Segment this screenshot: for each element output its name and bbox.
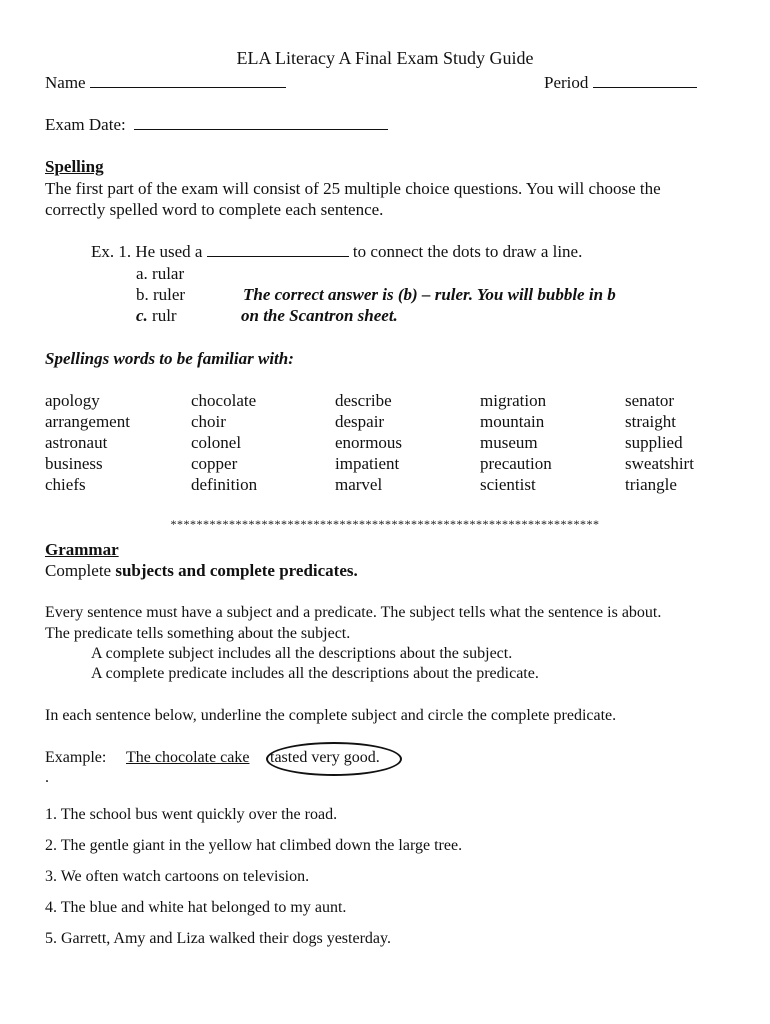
period-field (544, 72, 697, 93)
option-word: rular (152, 264, 185, 283)
spelling-word: astronaut (45, 433, 108, 452)
spelling-word: mountain (480, 412, 545, 431)
spelling-word: definition (191, 475, 258, 494)
predicate-circle (266, 742, 402, 776)
example-suffix: to connect the dots to draw a line. (352, 242, 583, 261)
grammar-sentence-3: 3. We often watch cartoons on television. (45, 868, 310, 885)
spelling-word-column-3 (335, 390, 402, 495)
spelling-word: sweatshirt (625, 454, 694, 473)
spelling-word: describe (335, 391, 392, 410)
grammar-example-label: Example: (45, 749, 107, 766)
section-divider: ****************************************************************** (170, 517, 600, 531)
option-word: rulr (152, 306, 177, 325)
spelling-word: scientist (480, 475, 536, 494)
spelling-word: precaution (480, 454, 552, 473)
grammar-example-subject: The chocolate cake (126, 749, 250, 766)
spelling-intro-line-2: correctly spelled word to complete each sentence. (45, 200, 384, 219)
example-prefix: Ex. 1. He used a (91, 242, 203, 261)
spelling-word: triangle (625, 475, 677, 494)
option-letter: b. (136, 285, 149, 304)
option-word: ruler (153, 285, 186, 304)
period-blank (593, 72, 697, 88)
spelling-word-column-1 (45, 390, 130, 495)
example-answer-line-2: on the Scantron sheet. (241, 306, 398, 325)
spelling-word: apology (45, 391, 100, 410)
grammar-paragraph-line-3: A complete subject includes all the descriptions about the subject. (91, 645, 513, 662)
spelling-word: marvel (335, 475, 383, 494)
example-answer-line-1: The correct answer is (b) – ruler. You will bubble in b (243, 285, 616, 304)
grammar-instructions: In each sentence below, underline the complete subject and circle the complete predicate. (45, 707, 617, 724)
spelling-word: choir (191, 412, 226, 431)
spelling-words-heading: Spellings words to be familiar with: (45, 349, 294, 368)
example-option-c (136, 305, 177, 326)
example-option-a (136, 263, 184, 284)
spelling-word-column-2 (191, 390, 257, 495)
spelling-word: migration (480, 391, 547, 410)
spelling-word: chiefs (45, 475, 86, 494)
grammar-paragraph-line-4: A complete predicate includes all the descriptions about the predicate. (91, 665, 539, 682)
spelling-word: chocolate (191, 391, 257, 410)
grammar-heading: Grammar (45, 540, 119, 559)
exam-date-blank (134, 114, 388, 130)
option-letter: a. (136, 264, 148, 283)
spelling-example-question (91, 241, 582, 262)
spelling-intro-line-1: The first part of the exam will consist of 25 multiple choice questions. You will choose the (45, 179, 661, 198)
grammar-subheading-bold: subjects and complete predicates. (115, 561, 358, 580)
stray-mark: . (45, 769, 49, 786)
spelling-word: enormous (335, 433, 403, 452)
example-option-b (136, 284, 185, 305)
name-label: Name (45, 73, 86, 92)
spelling-word: copper (191, 454, 238, 473)
grammar-example-predicate: tasted very good. (270, 749, 380, 766)
name-blank (90, 72, 286, 88)
exam-date-field (45, 114, 388, 135)
grammar-sentence-4: 4. The blue and white hat belonged to my aunt. (45, 899, 347, 916)
spelling-word: colonel (191, 433, 242, 452)
grammar-paragraph-line-1: Every sentence must have a subject and a predicate. The subject tells what the sentence is about. (45, 604, 662, 621)
example-blank (207, 241, 349, 257)
spelling-word: business (45, 454, 103, 473)
grammar-sentence-1: 1. The school bus went quickly over the road. (45, 806, 338, 823)
spelling-word: supplied (625, 433, 683, 452)
name-field (45, 72, 286, 93)
grammar-sentence-5: 5. Garrett, Amy and Liza walked their dogs yesterday. (45, 930, 391, 947)
option-letter: c. (136, 306, 148, 325)
spelling-word: arrangement (45, 412, 130, 431)
spelling-word-column-4 (480, 390, 552, 495)
grammar-paragraph-line-2: The predicate tells something about the subject. (45, 625, 351, 642)
spelling-heading: Spelling (45, 157, 104, 176)
spelling-word: senator (625, 391, 675, 410)
spelling-word-column-5 (625, 390, 694, 495)
grammar-subheading (45, 560, 358, 581)
grammar-sentence-2: 2. The gentle giant in the yellow hat climbed down the large tree. (45, 837, 463, 854)
spelling-word: impatient (335, 454, 400, 473)
period-label: Period (544, 73, 589, 92)
spelling-word: museum (480, 433, 538, 452)
spelling-word: straight (625, 412, 676, 431)
page-title: ELA Literacy A Final Exam Study Guide (236, 48, 534, 68)
exam-date-label: Exam Date: (45, 115, 126, 134)
spelling-word: despair (335, 412, 385, 431)
grammar-subheading-plain: Complete (45, 561, 116, 580)
